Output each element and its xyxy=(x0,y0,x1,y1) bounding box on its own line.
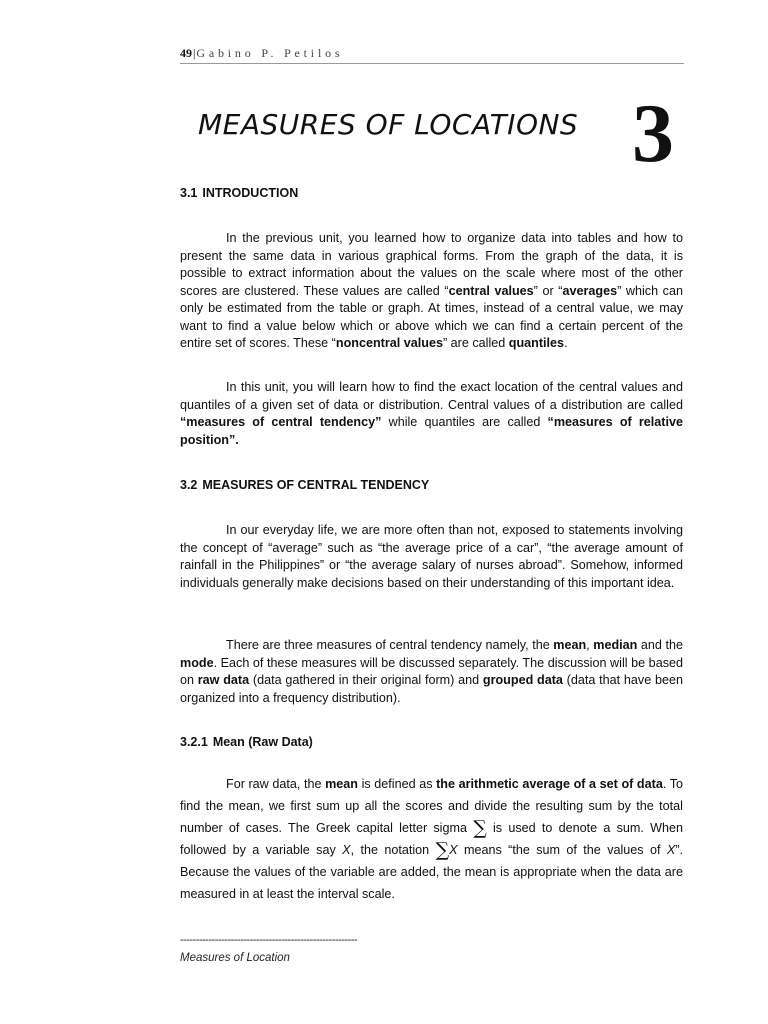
chapter-number: 3 xyxy=(632,87,674,180)
section-heading-3-1 xyxy=(180,186,298,200)
intro-paragraph-1: In the previous unit, you learned how to organize data into tables and how to present the same data in various graphical forms. From the graph of the data, it is possible to extract information about the values on the scale where most of the other scores are clustered. These values are called “central values” or “averages” which can only be estimated from the table or graph. At times, instead of a central value, we may want to find a value below which or above which we can find a certain percent of the entire set of scores. These “noncentral values” are called quantiles. xyxy=(180,231,683,350)
section-heading-3-2 xyxy=(180,478,429,492)
section-title: MEASURES OF CENTRAL TENDENCY xyxy=(202,478,430,492)
section-title: INTRODUCTION xyxy=(202,186,299,200)
sigma-symbol: ∑ xyxy=(473,817,487,839)
page-number: 49 xyxy=(180,46,192,60)
header-separator: | xyxy=(193,46,196,60)
central-tendency-paragraph-1: In our everyday life, we are more often than not, exposed to statements involving the concept of “average” such as “the average price of a car”, “the average amount of rainfall in the Philippines” or “the average salary of nurses abroad”. Somehow, informed individuals generally make decisions based on their understanding of this important idea. xyxy=(180,523,683,590)
mean-paragraph: For raw data, the mean is defined as the arithmetic average of a set of data. To find the mean, we first sum up all the scores and divide the resulting sum by the total number of cases. The Greek capital letter sigma ∑ is used to denote a sum. When followed by a variable say X, the notation ∑X means “the sum of the values of X”. Because the values of the variable are added, the mean is appropriate when the data are measured in at least the interval scale. xyxy=(180,777,683,901)
section-number: 3.1 xyxy=(180,186,198,200)
footer-rule: -------------------------------------------------------- xyxy=(180,934,358,946)
section-number: 3.2.1 xyxy=(180,735,208,749)
section-title: Mean (Raw Data) xyxy=(212,735,313,749)
author-name: Gabino P. Petilos xyxy=(196,46,344,60)
footer-title: Measures of Location xyxy=(180,952,290,964)
section-heading-3-2-1 xyxy=(180,735,313,749)
running-header xyxy=(180,46,684,64)
sigma-symbol: ∑ xyxy=(435,839,450,861)
central-tendency-paragraph-2: There are three measures of central tendency namely, the mean, median and the mode. Each of these measures will be discussed separately. The discussion will be based on raw data (data gathered in their original form) and grouped data (data that have been organized into a frequency distribution). xyxy=(180,638,683,705)
section-number: 3.2 xyxy=(180,478,198,492)
intro-paragraph-2: In this unit, you will learn how to find the exact location of the central values and quantiles of a given set of data or distribution. Central values of a distribution are called “measures of central tendency” while quantiles are called “measures of relative position”. xyxy=(180,380,683,447)
chapter-title: MEASURES OF LOCATIONS xyxy=(198,108,579,141)
